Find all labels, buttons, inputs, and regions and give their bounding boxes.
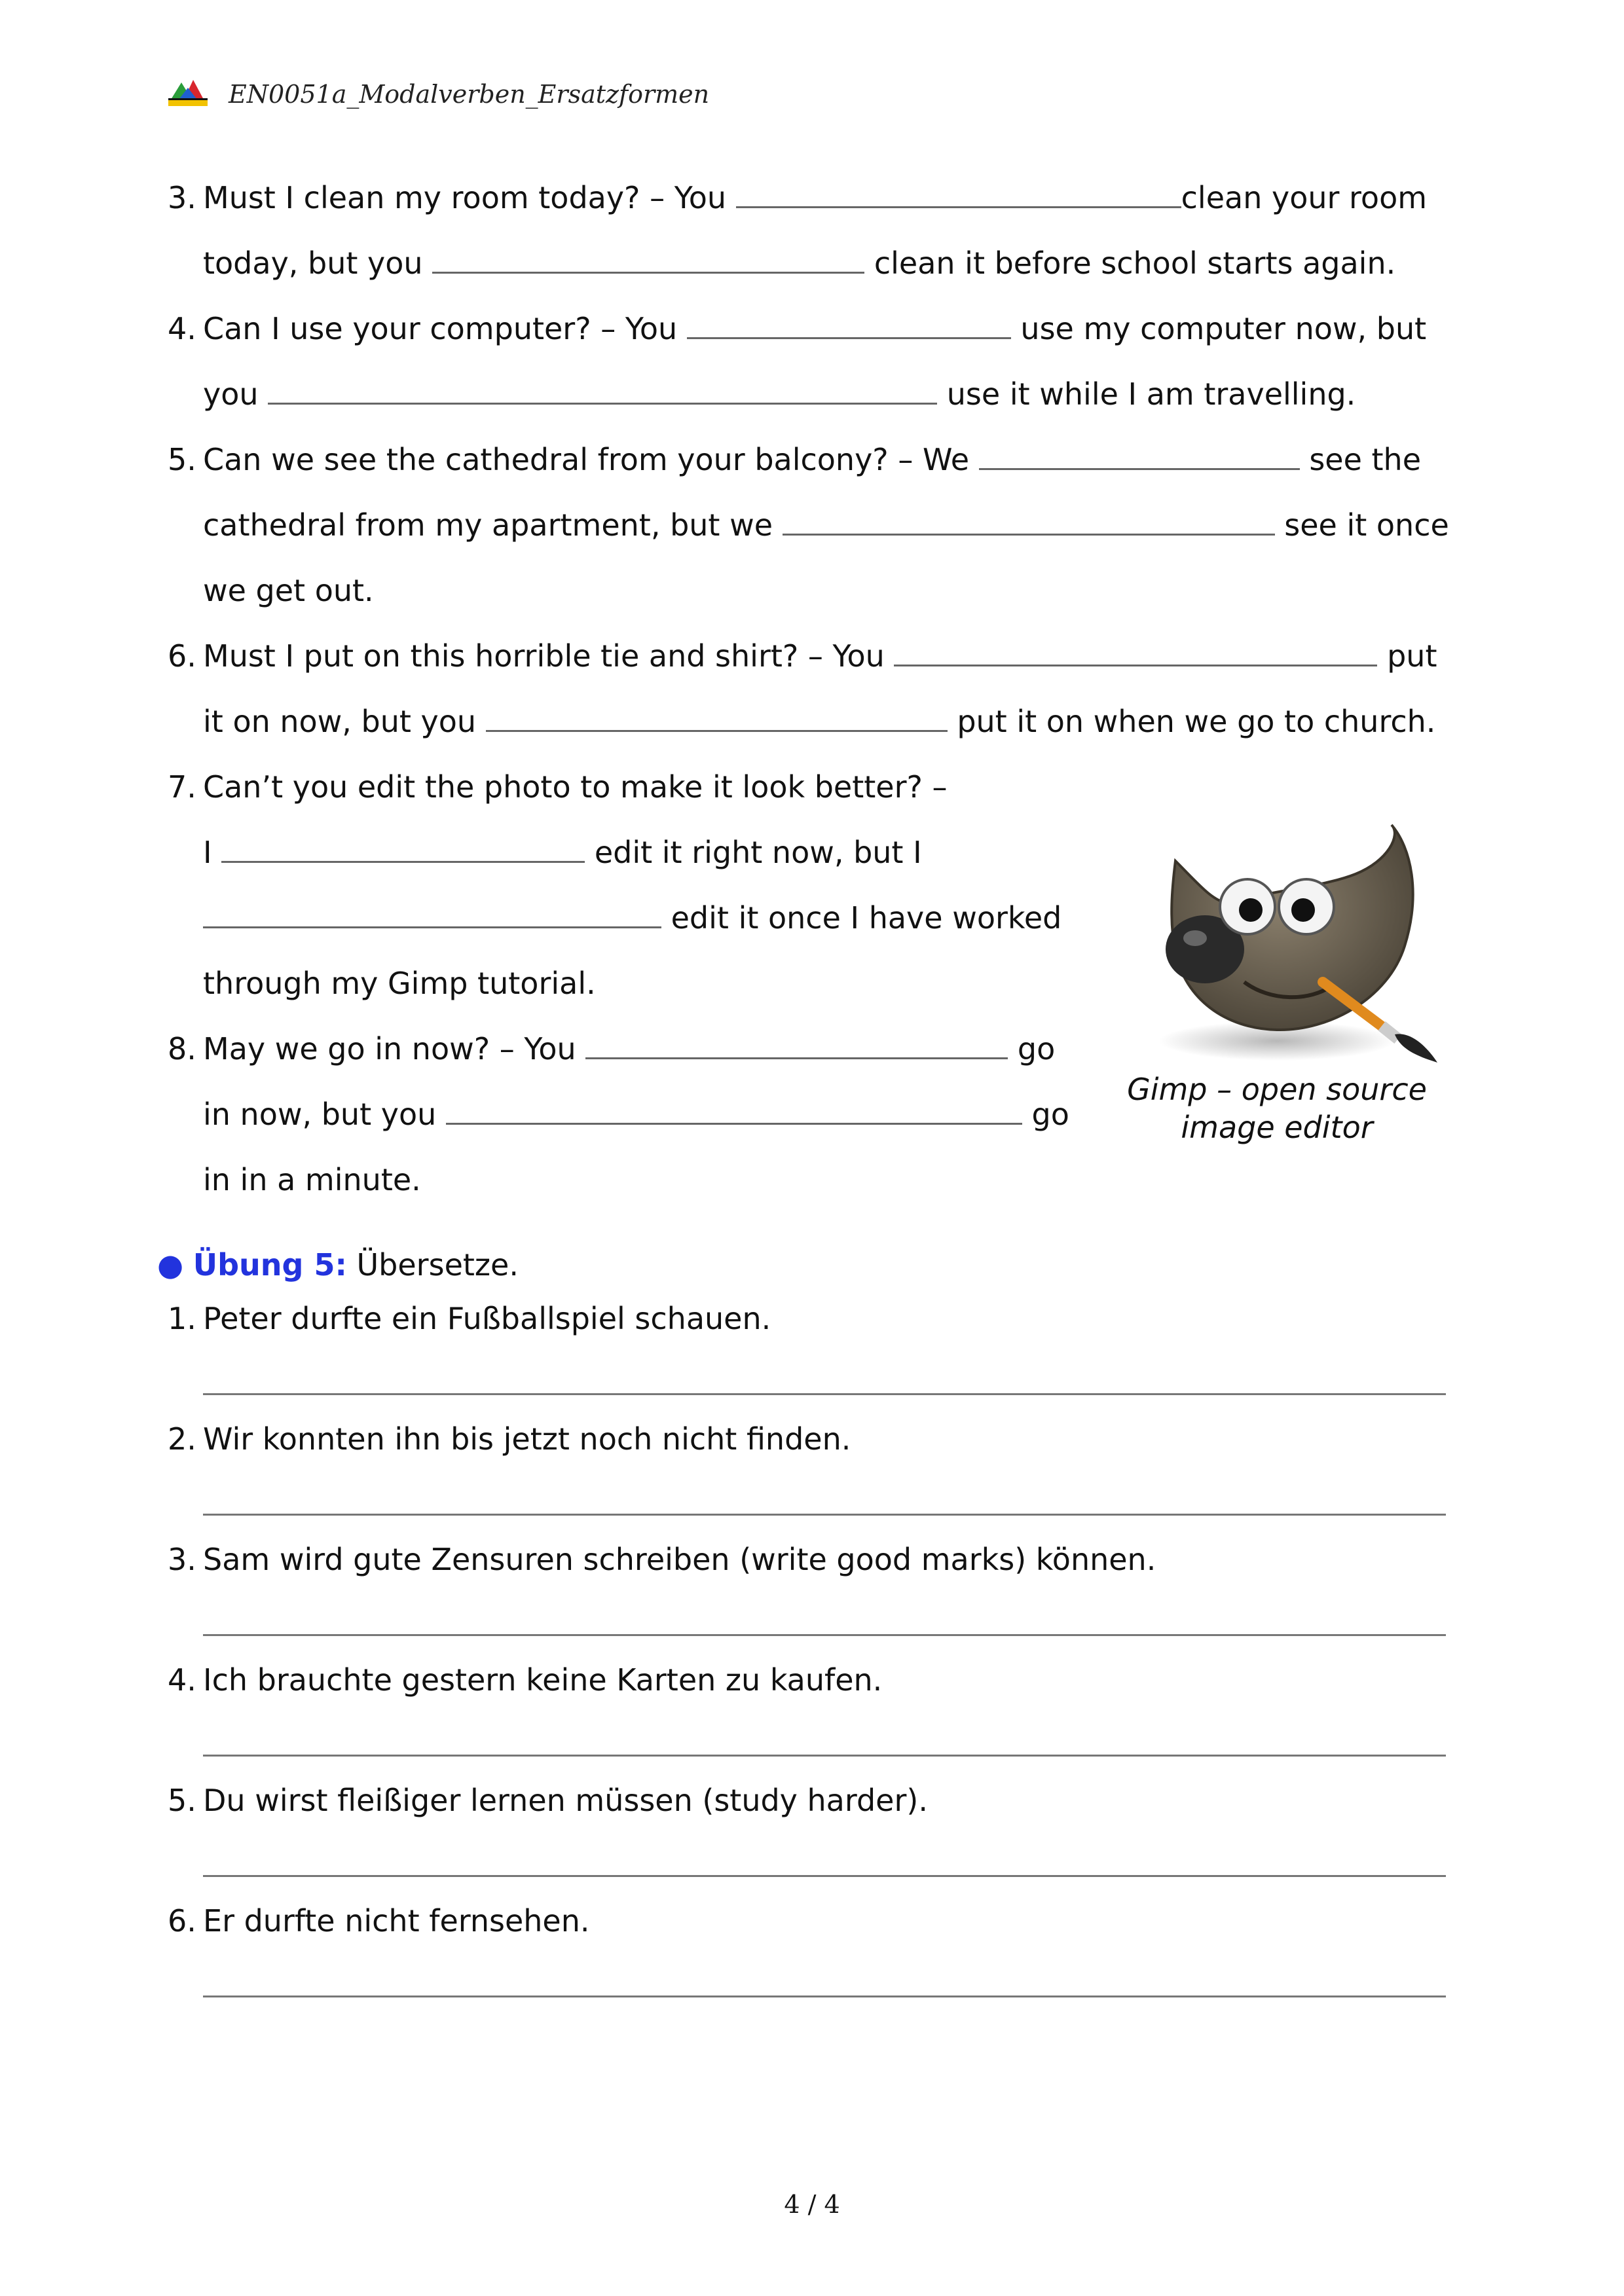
sentence-text: go	[1017, 1031, 1056, 1066]
sentence-text: see the	[1309, 442, 1421, 477]
page-number: 4 / 4	[784, 2190, 840, 2219]
exercise-line	[203, 957, 1054, 1010]
sentence-text: use it while I am travelling.	[946, 376, 1356, 412]
answer-blank[interactable]	[203, 900, 661, 928]
exercise-line	[203, 1154, 1094, 1206]
item-number: 3.	[168, 1542, 196, 1577]
translation-prompt: Peter durfte ein Fußballspiel schauen.	[203, 1301, 771, 1336]
sentence-text: edit it once I have worked	[671, 900, 1062, 936]
sentence-text: Can’t you edit the photo to make it look better? –	[203, 769, 948, 805]
sentence-text: Must I clean my room today? – You	[203, 180, 727, 215]
answer-line[interactable]	[203, 1875, 1446, 1877]
exercise-5-heading	[157, 1239, 519, 1291]
sentence-text: in in a minute.	[203, 1162, 421, 1197]
answer-line[interactable]	[203, 1995, 1446, 1997]
translation-item	[168, 1654, 1445, 1706]
figure-caption	[1107, 1070, 1447, 1146]
sentence-text: May we go in now? – You	[203, 1031, 576, 1066]
answer-blank[interactable]	[894, 638, 1377, 666]
exercise-line	[203, 695, 1445, 748]
sentence-text: clean it before school starts again.	[874, 246, 1396, 281]
answer-line[interactable]	[203, 1514, 1446, 1516]
sentence-text: we get out.	[203, 573, 374, 608]
answer-blank[interactable]	[221, 835, 585, 863]
sentence-text: you	[203, 376, 259, 412]
translation-item	[168, 1533, 1445, 1586]
answer-blank[interactable]	[736, 180, 1181, 208]
sentence-text: see it once	[1284, 507, 1449, 543]
caption-line: Gimp – open source	[1127, 1072, 1427, 1107]
exercise-label: Übung 5:	[193, 1247, 347, 1283]
item-number: 7.	[168, 769, 196, 805]
translation-prompt: Er durfte nicht fernsehen.	[203, 1903, 590, 1939]
exercise-line	[203, 499, 1449, 551]
exercise-line-6	[168, 630, 1445, 682]
exercise-line-7	[168, 761, 1445, 813]
sentence-text: put it on when we go to church.	[957, 704, 1436, 739]
answer-blank[interactable]	[486, 704, 948, 732]
sentence-text: Can I use your computer? – You	[203, 311, 678, 346]
answer-blank[interactable]	[585, 1031, 1008, 1059]
item-number: 5.	[168, 1783, 196, 1818]
item-number: 8.	[168, 1031, 196, 1066]
sentence-text: use my computer now, but	[1020, 311, 1427, 346]
item-number: 4.	[168, 311, 196, 346]
sentence-text: today, but you	[203, 246, 423, 281]
answer-line[interactable]	[203, 1393, 1446, 1395]
item-number: 6.	[168, 638, 196, 674]
bullet-icon: ●	[157, 1247, 184, 1283]
logo-icon	[167, 76, 209, 107]
answer-blank[interactable]	[446, 1097, 1022, 1125]
exercise-line-5	[168, 433, 1445, 486]
caption-line: image editor	[1181, 1110, 1373, 1145]
sentence-text: clean your room	[1181, 180, 1428, 215]
gimp-mascot-icon	[1113, 822, 1441, 1064]
answer-line[interactable]	[203, 1634, 1446, 1636]
exercise-line-3	[168, 172, 1445, 224]
sentence-text: through my Gimp tutorial.	[203, 966, 596, 1001]
exercise-line-4	[168, 302, 1445, 355]
answer-blank[interactable]	[268, 376, 937, 405]
sentence-text: go	[1031, 1097, 1069, 1132]
translation-prompt: Sam wird gute Zensuren schreiben (write good marks) können.	[203, 1542, 1156, 1577]
translation-item	[168, 1895, 1445, 1947]
item-number: 1.	[168, 1301, 196, 1336]
translation-prompt: Wir konnten ihn bis jetzt noch nicht finden.	[203, 1421, 851, 1457]
exercise-line	[203, 368, 1445, 420]
item-number: 2.	[168, 1421, 196, 1457]
item-number: 5.	[168, 442, 196, 477]
item-number: 6.	[168, 1903, 196, 1939]
document-title: EN0051a_Modalverben_Ersatzformen	[229, 80, 710, 109]
translation-prompt: Du wirst fleißiger lernen müssen (study harder).	[203, 1783, 928, 1818]
answer-line[interactable]	[203, 1755, 1446, 1757]
sentence-text: cathedral from my apartment, but we	[203, 507, 773, 543]
translation-prompt: Ich brauchte gestern keine Karten zu kaufen.	[203, 1662, 883, 1698]
answer-blank[interactable]	[783, 507, 1275, 536]
sentence-text: Can we see the cathedral from your balcony? – We	[203, 442, 970, 477]
answer-blank[interactable]	[979, 442, 1300, 470]
item-number: 4.	[168, 1662, 196, 1698]
exercise-instruction: Übersetze.	[356, 1247, 519, 1283]
sentence-text: Must I put on this horrible tie and shirt? – You	[203, 638, 885, 674]
exercise-line	[203, 826, 1054, 879]
sentence-text: put	[1387, 638, 1437, 674]
exercise-line	[203, 564, 1445, 617]
sentence-text: I	[203, 835, 212, 870]
answer-blank[interactable]	[687, 311, 1011, 339]
answer-blank[interactable]	[432, 246, 864, 274]
translation-item	[168, 1413, 1445, 1465]
translation-item	[168, 1774, 1445, 1827]
exercise-line	[203, 1088, 1094, 1140]
sentence-text: edit it right now, but I	[594, 835, 922, 870]
exercise-line	[203, 892, 1062, 944]
item-number: 3.	[168, 180, 196, 215]
translation-item	[168, 1292, 1445, 1345]
sentence-text: in now, but you	[203, 1097, 437, 1132]
sentence-text: it on now, but you	[203, 704, 477, 739]
exercise-line-8	[168, 1023, 1098, 1075]
exercise-line	[203, 237, 1445, 289]
